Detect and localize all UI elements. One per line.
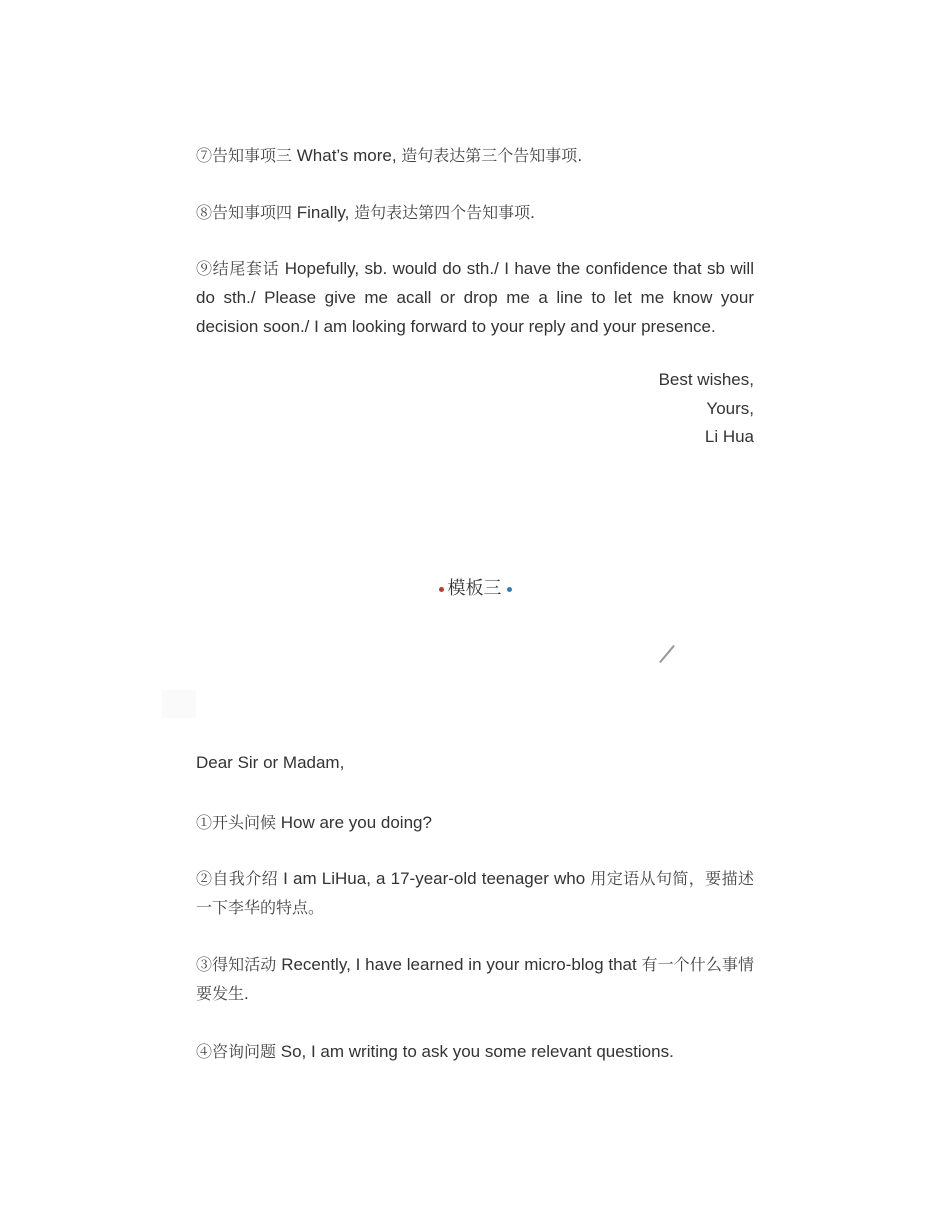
section-title-text: 模板三 — [447, 578, 502, 599]
item-7-english: What’s more, — [292, 146, 402, 165]
t3-item-2-tag: ②自我介绍 — [196, 869, 279, 888]
item-7-chinese: 造句表达第三个告知事项 — [401, 146, 578, 165]
item-8-chinese: 造句表达第四个告知事项 — [354, 203, 531, 222]
section-title — [0, 575, 950, 602]
faint-placeholder — [162, 690, 196, 718]
t3-item-1-paragraph — [196, 808, 754, 837]
t3-item-2-paragraph — [196, 864, 754, 922]
t3-item-4-tag: ④咨询问题 — [196, 1042, 277, 1061]
t3-item-3-tag: ③得知活动 — [196, 955, 277, 974]
item-9-tag: ⑨结尾套话 — [196, 259, 280, 278]
t3-item-4-paragraph — [196, 1037, 754, 1066]
t3-item-1-tag: ①开头问候 — [196, 813, 277, 832]
t3-item-4-english: So, I am writing to ask you some relevant questions. — [276, 1042, 674, 1061]
item-7-paragraph — [196, 141, 754, 170]
t3-item-2-english: I am LiHua, a 17-year-old teenager who — [278, 869, 591, 888]
item-9-english: Hopefully, sb. would do sth./ I have the confidence that sb will do sth./ Please give me acall or drop me a line to let me know your decision soon./ I am looking forward to your reply and your presence. — [196, 259, 754, 336]
greeting-paragraph — [196, 748, 754, 777]
t3-item-3-english: Recently, I have learned in your micro-blog that — [276, 955, 642, 974]
signoff-block — [196, 366, 754, 452]
item-8-paragraph — [196, 198, 754, 227]
red-dot-icon — [439, 587, 444, 592]
t3-item-3-chinese: 有一个什么事情要发生 — [196, 955, 754, 1003]
slash-mark-icon — [659, 645, 675, 663]
blue-dot-icon — [507, 587, 512, 592]
signoff-wishes: Best wishes, — [658, 370, 754, 389]
t3-item-3-paragraph — [196, 950, 754, 1008]
item-8-tag: ⑧告知事项四 — [196, 203, 293, 222]
item-7-tag: ⑦告知事项三 — [196, 146, 293, 165]
t3-item-3-end: . — [244, 984, 249, 1003]
t3-item-1-english: How are you doing? — [276, 813, 432, 832]
item-8-end: . — [530, 203, 535, 222]
greeting-text: Dear Sir or Madam, — [196, 753, 345, 772]
item-9-paragraph — [196, 254, 754, 341]
item-8-english: Finally, — [292, 203, 355, 222]
item-7-end: . — [577, 146, 583, 165]
signoff-name: Li Hua — [704, 427, 754, 446]
t3-item-2-chinese: 用定语从句简，要描述一下李华的特点。 — [196, 869, 754, 917]
signoff-yours: Yours, — [706, 398, 754, 418]
